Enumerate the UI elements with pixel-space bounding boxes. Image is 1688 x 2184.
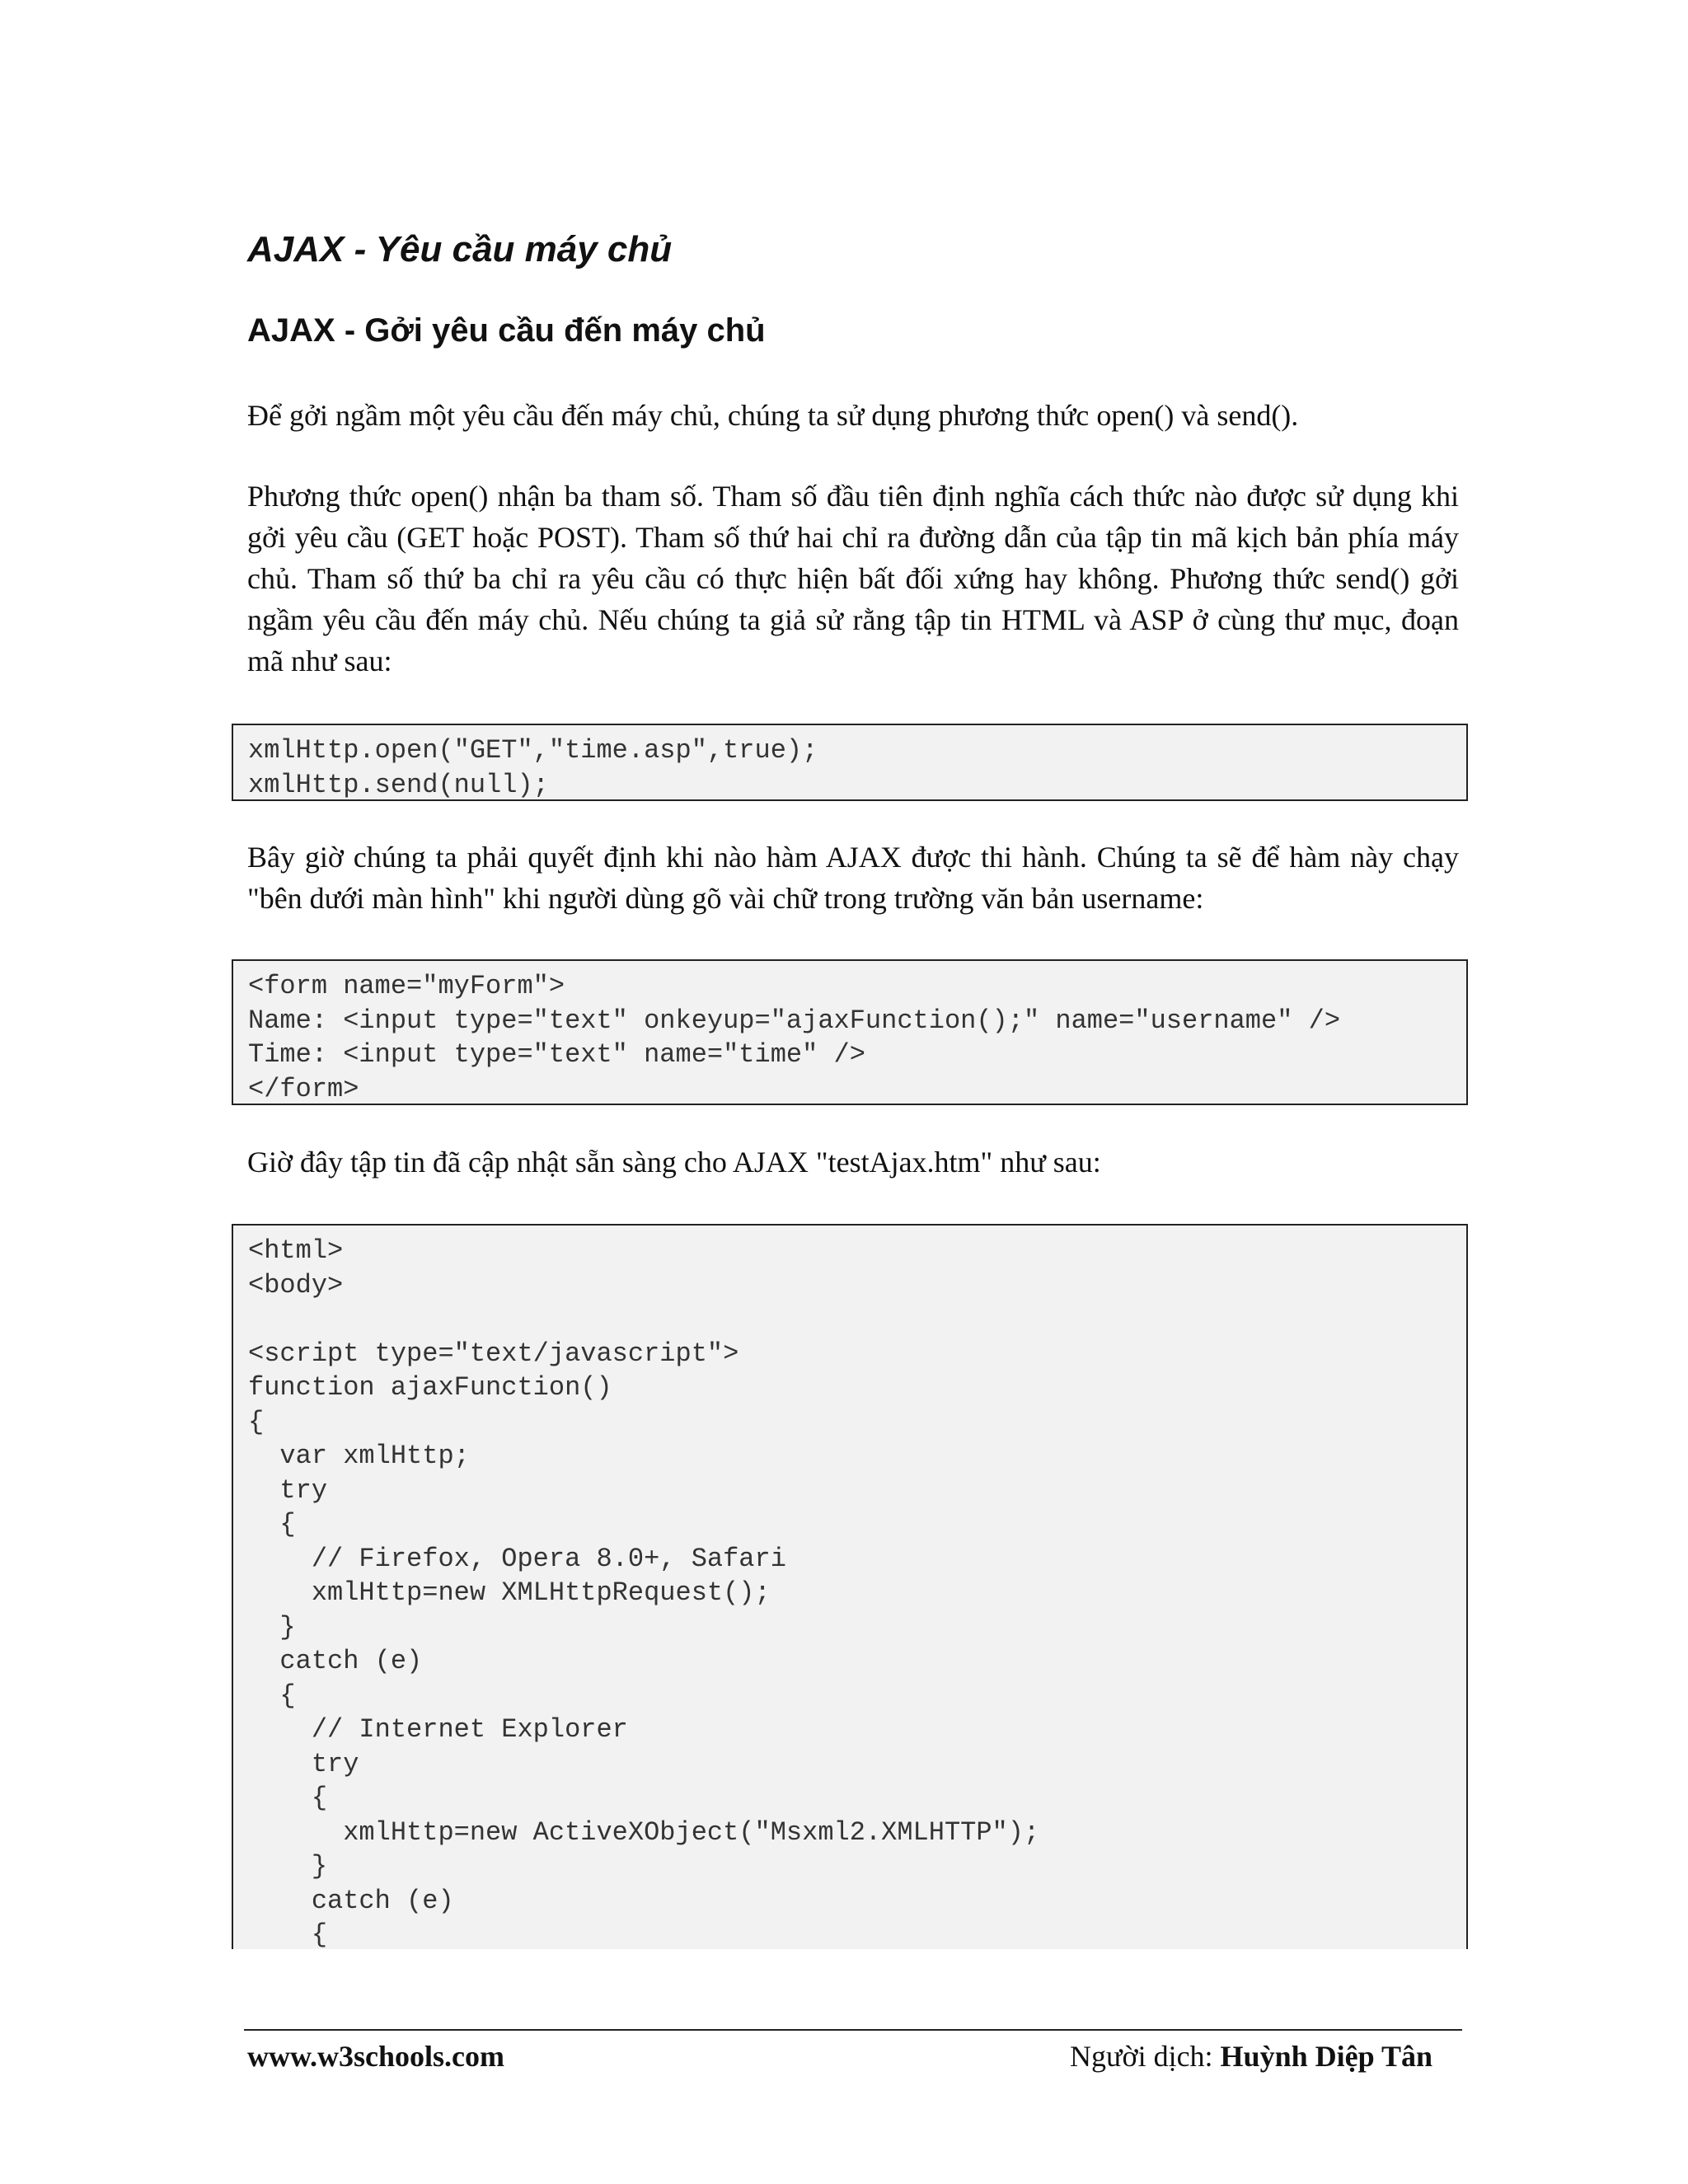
code-block-testajax: <html> <body> <script type="text/javascript"> function ajaxFunction() { var xmlHttp; try { // Firefox, Opera 8.0+, Safari xmlHttp=new XMLHttpRequest(); } catch (e) { // Internet Explorer try { xmlHttp=new ActiveXObject("Msxml2.XMLHTTP"); } catch (e) { [232,1224,1468,1949]
footer-divider [244,2029,1462,2031]
footer-website: www.w3schools.com [247,2040,504,2073]
code-block-form: <form name="myForm"> Name: <input type="text" onkeyup="ajaxFunction();" name="username" /> Time: <input type="text" name="time" /> </form> [232,959,1468,1105]
page-title: AJAX - Yêu cầu máy chủ [247,229,673,269]
translator-name: Huỳnh Diệp Tân [1220,2040,1432,2073]
paragraph-intro: Để gởi ngầm một yêu cầu đến máy chủ, chúng ta sử dụng phương thức open() và send(). [247,399,1299,432]
translator-label: Người dịch: [1070,2040,1213,2073]
section-heading: AJAX - Gởi yêu cầu đến máy chủ [247,312,766,349]
paragraph-when-run: Bây giờ chúng ta phải quyết định khi nào hàm AJAX được thi hành. Chúng ta sẽ để hàm này chạy "bên dưới màn hình" khi người dùng gõ vài chữ trong trường văn bản username: [247,841,1459,915]
footer-translator [1070,2036,1432,2077]
code-block-open-send: xmlHttp.open("GET","time.asp",true); xmlHttp.send(null); [232,724,1468,801]
paragraph-open-method: Phương thức open() nhận ba tham số. Tham số đầu tiên định nghĩa cách thức nào được sử dụng khi gởi yêu cầu (GET hoặc POST). Tham số thứ hai chỉ ra đường dẫn của tập tin mã kịch bản phía máy chủ. Tham số thứ ba chỉ ra yêu cầu có thực hiện bất đối xứng hay không. Phương thức send() gởi ngầm yêu cầu đến máy chủ. Nếu chúng ta giả sử rằng tập tin HTML và ASP ở cùng thư mục, đoạn mã như sau: [247,480,1459,677]
paragraph-updated-file: Giờ đây tập tin đã cập nhật sẵn sàng cho AJAX "testAjax.htm" như sau: [247,1146,1101,1179]
